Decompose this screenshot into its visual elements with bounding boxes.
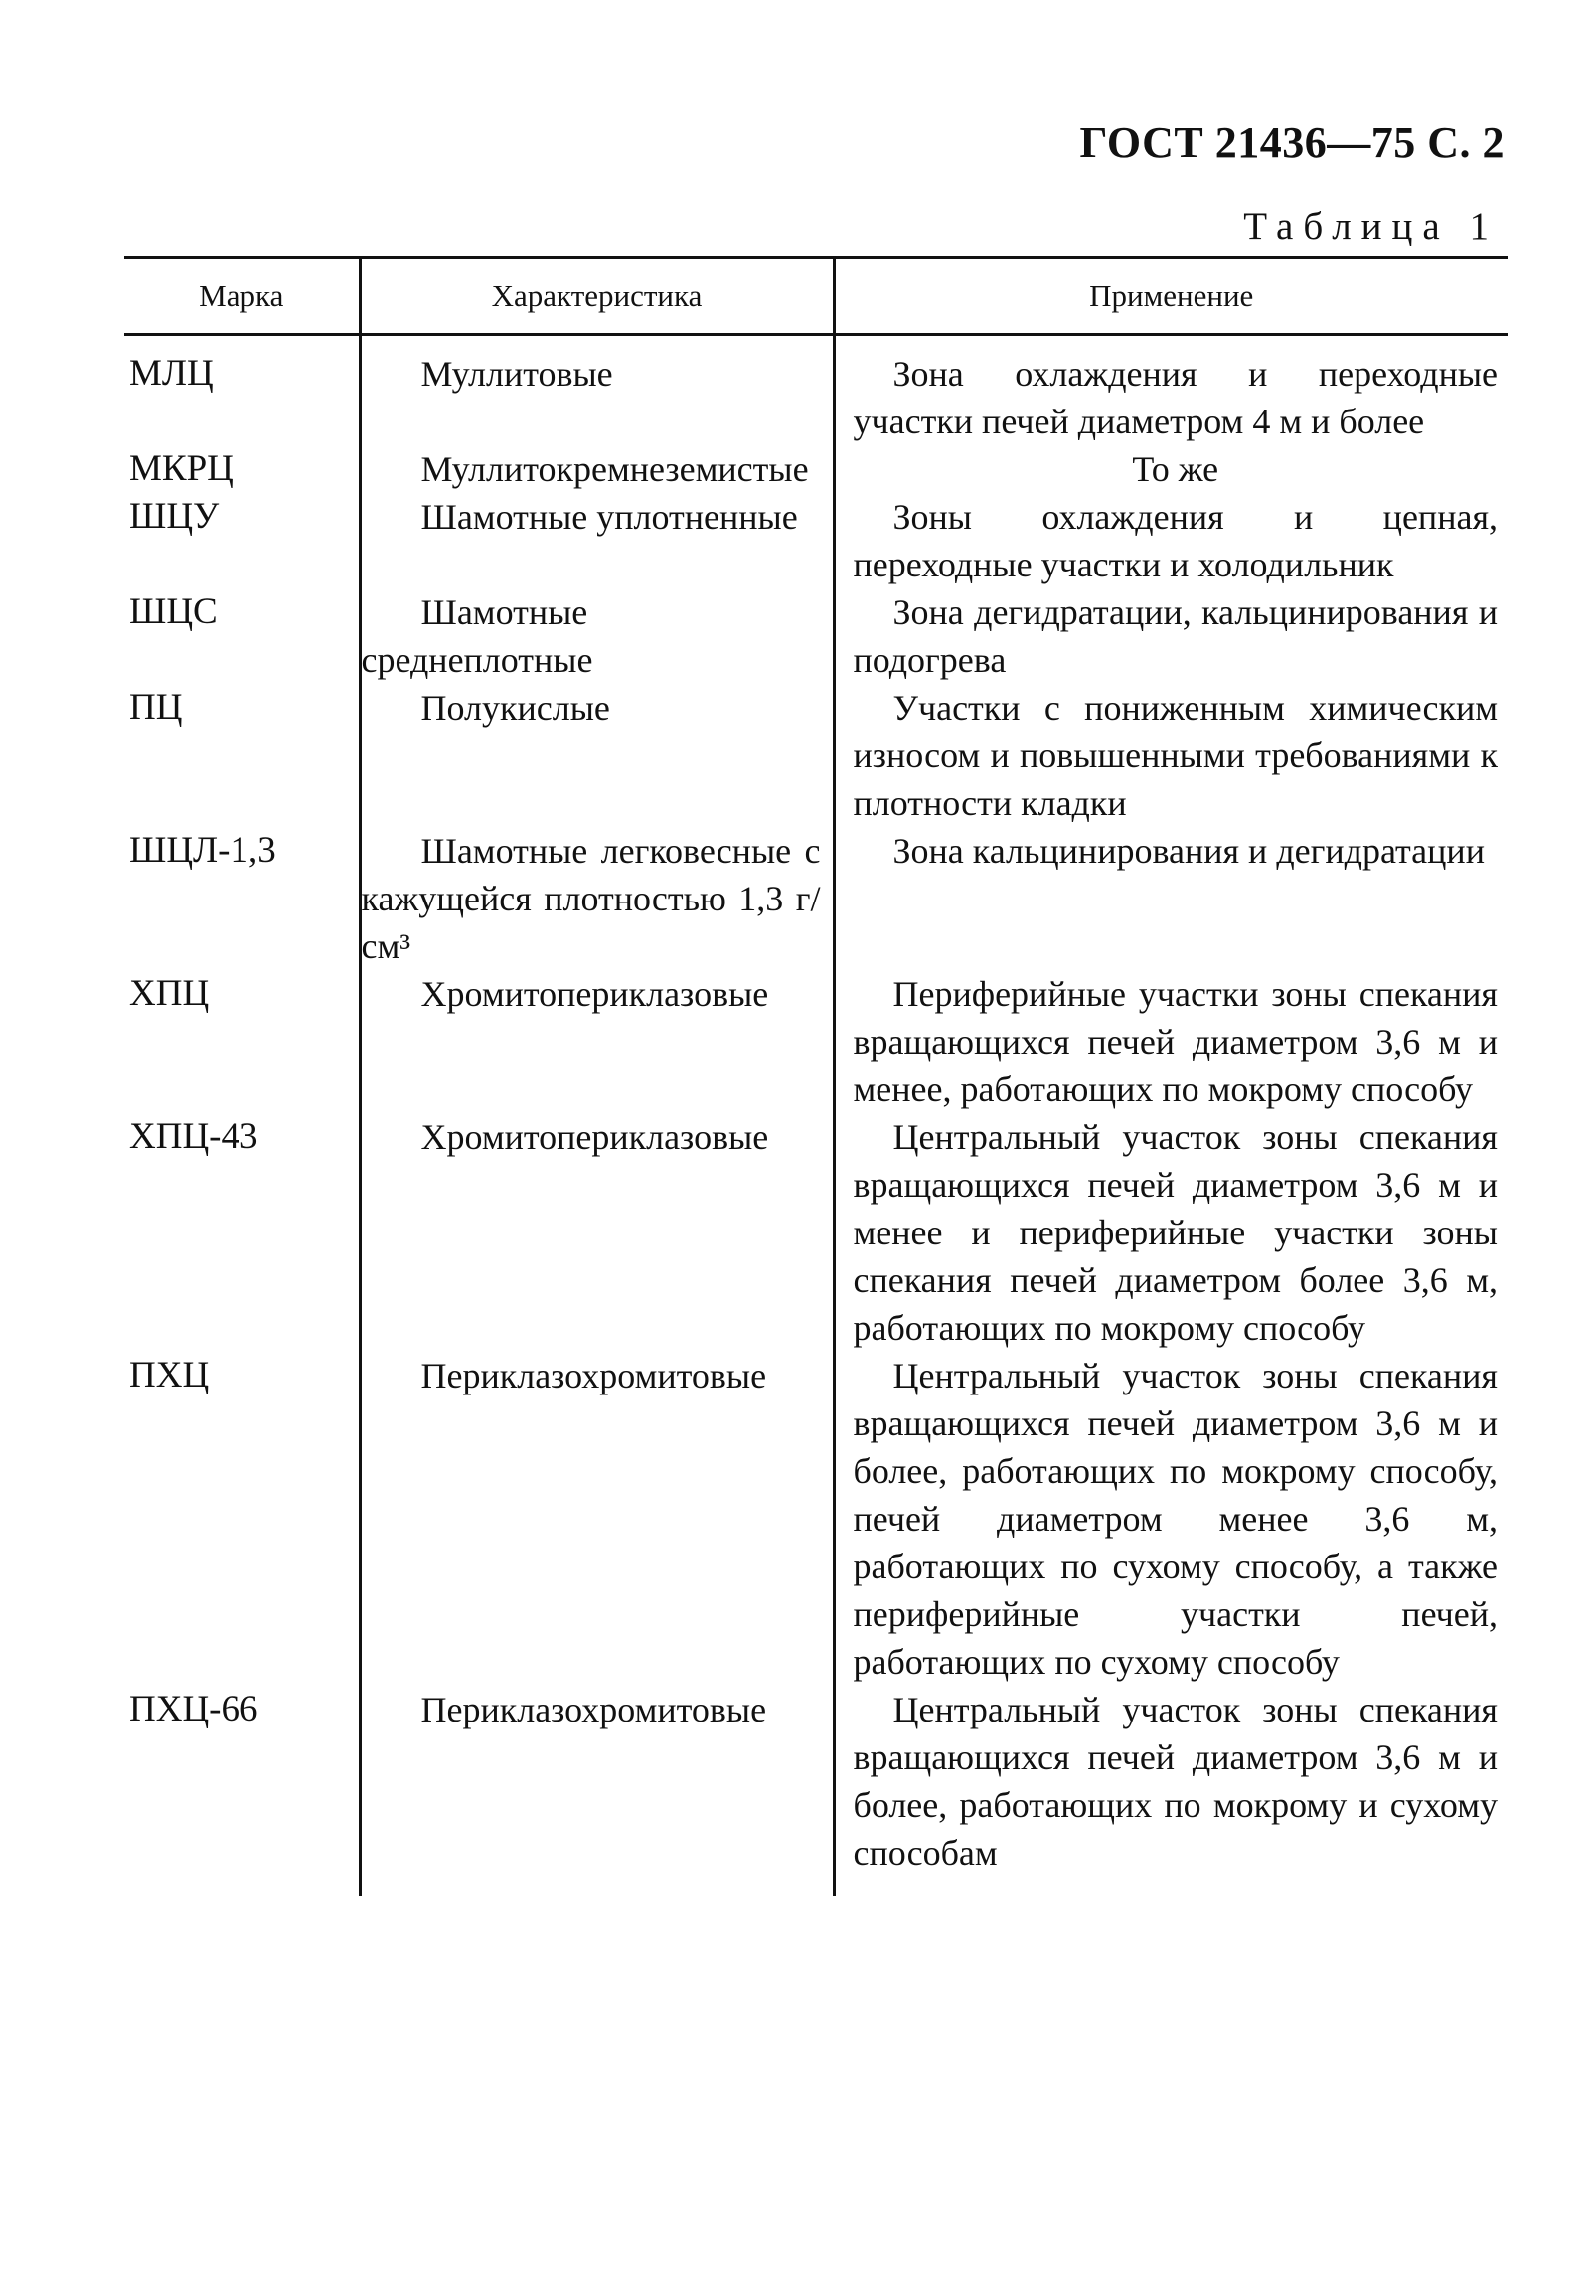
- table-row: [124, 1352, 1508, 1686]
- description-text: Шамотные уплотненные: [420, 497, 798, 537]
- table-row: [124, 1113, 1508, 1352]
- application-text: Периферийные участки зоны спекания вращающихся печей диаметром 3,6 м и менее, работающих по мокрому способу: [853, 974, 1498, 1109]
- grade-cell: ШЦС: [129, 591, 218, 632]
- grade-cell: ШЦУ: [129, 496, 220, 537]
- grade-cell: ШЦЛ-1,3: [129, 830, 276, 871]
- table-header-row: [124, 258, 1508, 335]
- grade-cell: ПХЦ-66: [129, 1689, 258, 1729]
- grade-cell: ХПЦ: [129, 973, 210, 1014]
- application-cell: [834, 1113, 1508, 1352]
- grade-cell: МЛЦ: [129, 353, 214, 394]
- table-row: [124, 684, 1508, 827]
- description-text: Полукислые: [420, 688, 610, 728]
- application-cell: [834, 684, 1508, 827]
- table-row: [124, 493, 1508, 588]
- application-text: Зона кальцинирования и дегидратации: [892, 831, 1485, 871]
- table-row: [124, 827, 1508, 970]
- description-cell: [360, 684, 834, 827]
- description-cell: [360, 827, 834, 970]
- grade-cell: МКРЦ: [129, 448, 234, 489]
- grade-cell: ПХЦ: [129, 1355, 210, 1395]
- description-text: Хромитопериклазовые: [420, 974, 769, 1014]
- description-text: Шамотные легковесные с кажущейся плотностью 1,3 г/см³: [361, 831, 821, 966]
- grade-cell: ПЦ: [129, 687, 183, 728]
- grades-table: [124, 256, 1508, 1896]
- table-row: [124, 970, 1508, 1113]
- table-body: [124, 335, 1508, 1897]
- grades-table-container: [124, 256, 1508, 1896]
- description-text: Хромитопериклазовые: [420, 1117, 769, 1157]
- description-cell: [360, 493, 834, 588]
- application-cell: [834, 493, 1508, 588]
- application-cell: [834, 827, 1508, 970]
- application-text: Зона охлаждения и переходные участки печей диаметром 4 м и более: [853, 354, 1498, 441]
- application-cell: [834, 445, 1508, 493]
- table-row: [124, 1686, 1508, 1896]
- table-row: [124, 335, 1508, 446]
- column-header-grade: Марка: [124, 258, 360, 335]
- application-text: Зоны охлаждения и цепная, переходные участки и холодильник: [853, 497, 1498, 584]
- description-text: Периклазохромитовые: [420, 1690, 767, 1729]
- application-cell: [834, 1686, 1508, 1896]
- table-caption: Таблица 1: [1243, 205, 1499, 247]
- application-text: Центральный участок зоны спекания вращающихся печей диаметром 3,6 м и более, работающих по мокрому способу, печей диаметром менее 3,6 м, работающих по сухому способу, а также периферийные участки печей, работающих по сухому способу: [853, 1356, 1498, 1682]
- description-text: Муллитокремнеземистые: [420, 449, 809, 489]
- description-cell: [360, 445, 834, 493]
- description-cell: [360, 335, 834, 446]
- table-row: [124, 445, 1508, 493]
- application-text: Центральный участок зоны спекания вращающихся печей диаметром 3,6 м и менее и периферийные участки зоны спекания печей диаметром более 3,6 м, работающих по мокрому способу: [853, 1117, 1498, 1348]
- table-header: [124, 258, 1508, 335]
- application-text: То же: [1132, 449, 1219, 489]
- application-cell: [834, 588, 1508, 684]
- description-text: Муллитовые: [420, 354, 613, 394]
- application-cell: [834, 335, 1508, 446]
- description-cell: [360, 1352, 834, 1686]
- grade-cell: ХПЦ-43: [129, 1116, 258, 1157]
- column-header-application: Применение: [834, 258, 1508, 335]
- application-cell: [834, 970, 1508, 1113]
- document-header: ГОСТ 21436—75 С. 2: [1079, 118, 1505, 167]
- application-text: Центральный участок зоны спекания вращающихся печей диаметром 3,6 м и более, работающих по мокрому и сухому способам: [853, 1690, 1498, 1873]
- application-cell: [834, 1352, 1508, 1686]
- description-cell: [360, 1113, 834, 1352]
- description-cell: [360, 588, 834, 684]
- application-text: Зона дегидратации, кальцинирования и подогрева: [853, 592, 1498, 680]
- description-text: Периклазохромитовые: [420, 1356, 767, 1395]
- table-row: [124, 588, 1508, 684]
- application-text: Участки с пониженным химическим износом и повышенными требованиями к плотности кладки: [853, 688, 1498, 823]
- description-cell: [360, 970, 834, 1113]
- description-cell: [360, 1686, 834, 1896]
- column-header-description: Характеристика: [360, 258, 834, 335]
- description-text: Шамотные среднеплотные: [361, 592, 593, 680]
